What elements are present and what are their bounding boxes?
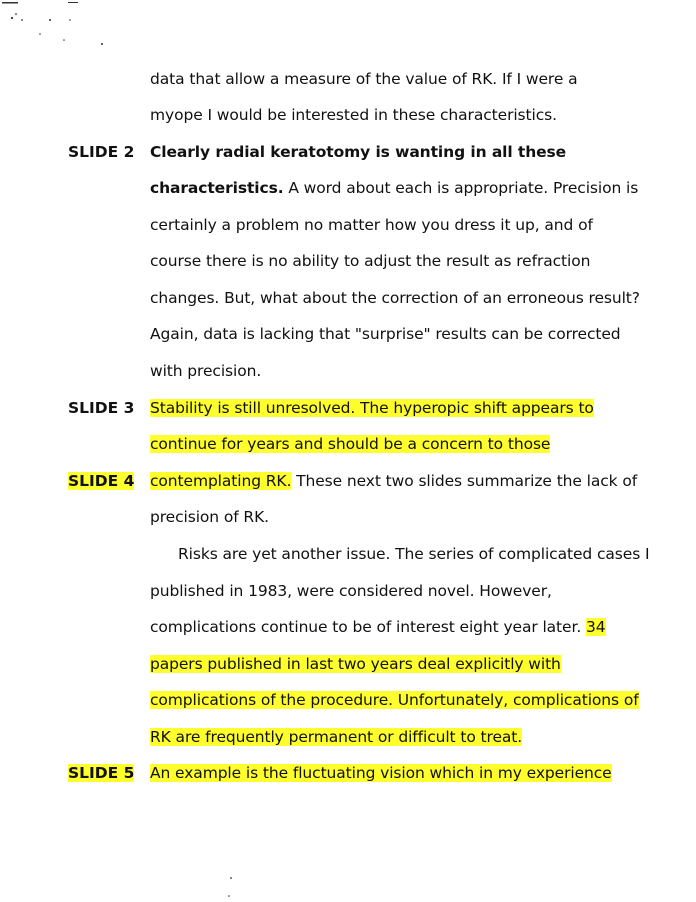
text-span: myope I would be interested in these characteristics.: [150, 106, 557, 124]
highlighted-text: RK are frequently permanent or difficult to treat.: [150, 728, 523, 746]
highlighted-text: complications of the procedure. Unfortunately, complications of: [150, 691, 639, 709]
text-line: [150, 689, 639, 711]
highlighted-text: continue for years and should be a concern to those: [150, 435, 551, 453]
text-span: A word about each is appropriate. Precision is: [283, 179, 639, 197]
text-line: [150, 360, 261, 382]
text-span: Risks are yet another issue. The series of complicated cases I: [178, 545, 650, 563]
text-line: [150, 580, 552, 602]
text-span: with precision.: [150, 362, 262, 380]
slide-label-4: [68, 470, 134, 492]
highlighted-text: 34: [585, 618, 606, 636]
bold-text: Clearly radial keratotomy is wanting in all these: [150, 143, 567, 161]
text-span: certainly a problem no matter how you dress it up, and of: [150, 216, 593, 234]
text-line: [178, 543, 649, 565]
text-line: [150, 68, 578, 90]
text-span: changes. But, what about the correction of an erroneous result?: [150, 289, 640, 307]
text-line: [150, 104, 557, 126]
text-span: data that allow a measure of the value of RK. If I were a: [150, 70, 578, 88]
slide-label-3: SLIDE 3: [68, 399, 135, 417]
highlighted-text: contemplating RK.: [150, 472, 292, 490]
text-line: [150, 762, 612, 784]
text-span: These next two slides summarize the lack of: [291, 472, 638, 490]
slide-label-2: SLIDE 2: [68, 143, 135, 161]
text-span: published in 1983, were considered novel. However,: [150, 582, 552, 600]
bold-text: characteristics.: [150, 179, 284, 197]
highlighted-text: An example is the fluctuating vision which in my experience: [150, 764, 612, 782]
highlighted-label: SLIDE 5: [68, 764, 135, 782]
text-line: [150, 433, 550, 455]
highlighted-text: Stability is still unresolved. The hyperopic shift appears to: [150, 399, 594, 417]
highlighted-text: papers published in last two years deal explicitly with: [150, 655, 561, 673]
text-line: [150, 653, 561, 675]
text-span: complications continue to be of interest eight year later.: [150, 618, 586, 636]
text-span: precision of RK.: [150, 508, 269, 526]
slide-label-5: [68, 762, 134, 784]
text-line: [150, 726, 522, 748]
text-line: [150, 177, 638, 199]
text-span: Again, data is lacking that "surprise" results can be corrected: [150, 325, 621, 343]
text-line: [150, 250, 590, 272]
text-line: [150, 470, 637, 492]
highlighted-label: SLIDE 4: [68, 472, 135, 490]
text-line: [150, 506, 269, 528]
text-line: [150, 214, 593, 236]
text-line: [150, 397, 594, 419]
text-line: [150, 141, 566, 163]
text-span: course there is no ability to adjust the result as refraction: [150, 252, 591, 270]
text-line: [150, 616, 606, 638]
scan-specks-top: [0, 0, 120, 60]
text-line: [150, 287, 640, 309]
scan-specks-bottom: [225, 870, 245, 900]
text-line: [150, 323, 621, 345]
